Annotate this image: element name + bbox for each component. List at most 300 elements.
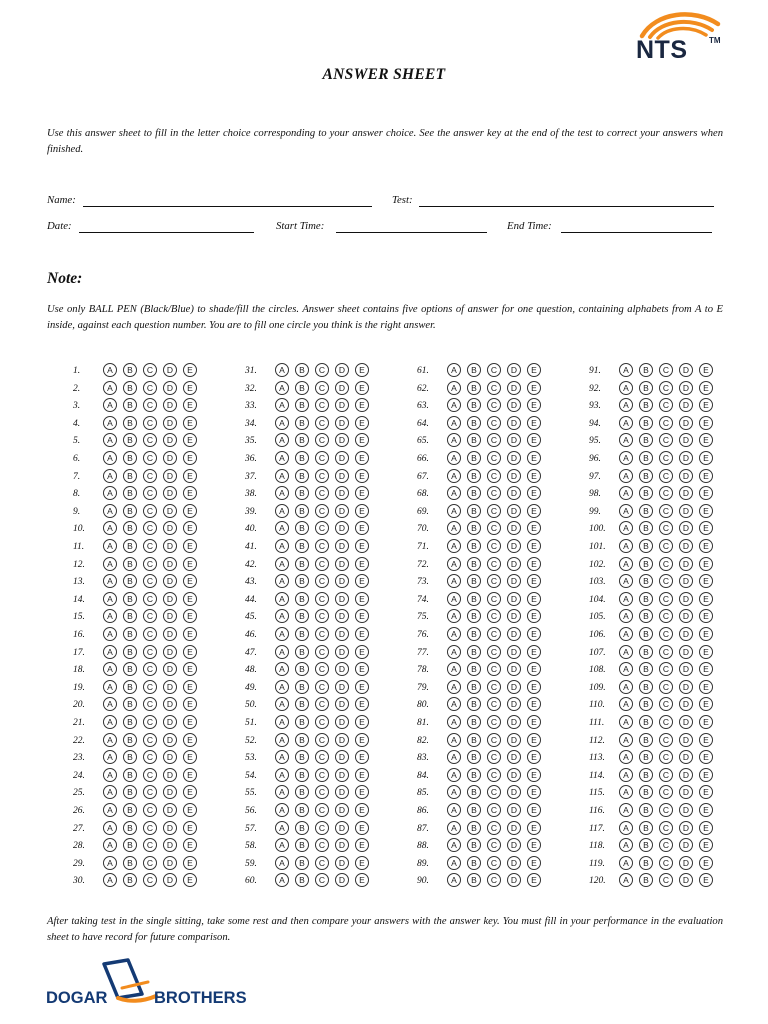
answer-bubble-e[interactable]: E bbox=[527, 504, 541, 518]
answer-bubble-c[interactable]: C bbox=[143, 609, 157, 623]
answer-bubble-e[interactable]: E bbox=[355, 416, 369, 430]
answer-bubble-e[interactable]: E bbox=[183, 574, 197, 588]
answer-bubble-d[interactable]: D bbox=[335, 873, 349, 887]
answer-bubble-e[interactable]: E bbox=[355, 486, 369, 500]
answer-bubble-d[interactable]: D bbox=[335, 416, 349, 430]
answer-bubble-d[interactable]: D bbox=[507, 381, 521, 395]
answer-bubble-d[interactable]: D bbox=[679, 715, 693, 729]
answer-bubble-c[interactable]: C bbox=[659, 803, 673, 817]
answer-bubble-c[interactable]: C bbox=[143, 557, 157, 571]
answer-bubble-e[interactable]: E bbox=[527, 856, 541, 870]
answer-bubble-e[interactable]: E bbox=[183, 539, 197, 553]
answer-bubble-d[interactable]: D bbox=[335, 504, 349, 518]
answer-bubble-a[interactable]: A bbox=[103, 521, 117, 535]
answer-bubble-b[interactable]: B bbox=[295, 486, 309, 500]
answer-bubble-e[interactable]: E bbox=[699, 486, 713, 500]
answer-bubble-b[interactable]: B bbox=[295, 662, 309, 676]
answer-bubble-d[interactable]: D bbox=[507, 662, 521, 676]
answer-bubble-c[interactable]: C bbox=[659, 821, 673, 835]
answer-bubble-c[interactable]: C bbox=[487, 645, 501, 659]
answer-bubble-e[interactable]: E bbox=[699, 451, 713, 465]
answer-bubble-d[interactable]: D bbox=[679, 680, 693, 694]
answer-bubble-b[interactable]: B bbox=[467, 838, 481, 852]
end-time-field[interactable] bbox=[561, 232, 712, 233]
answer-bubble-d[interactable]: D bbox=[679, 785, 693, 799]
answer-bubble-b[interactable]: B bbox=[295, 856, 309, 870]
answer-bubble-a[interactable]: A bbox=[103, 486, 117, 500]
answer-bubble-c[interactable]: C bbox=[315, 381, 329, 395]
answer-bubble-b[interactable]: B bbox=[123, 574, 137, 588]
answer-bubble-c[interactable]: C bbox=[315, 469, 329, 483]
answer-bubble-d[interactable]: D bbox=[679, 627, 693, 641]
answer-bubble-c[interactable]: C bbox=[143, 627, 157, 641]
answer-bubble-a[interactable]: A bbox=[275, 521, 289, 535]
answer-bubble-a[interactable]: A bbox=[447, 557, 461, 571]
answer-bubble-d[interactable]: D bbox=[163, 856, 177, 870]
answer-bubble-a[interactable]: A bbox=[447, 697, 461, 711]
answer-bubble-a[interactable]: A bbox=[447, 433, 461, 447]
answer-bubble-a[interactable]: A bbox=[619, 627, 633, 641]
answer-bubble-e[interactable]: E bbox=[699, 821, 713, 835]
answer-bubble-c[interactable]: C bbox=[315, 645, 329, 659]
answer-bubble-d[interactable]: D bbox=[507, 768, 521, 782]
answer-bubble-a[interactable]: A bbox=[103, 733, 117, 747]
answer-bubble-b[interactable]: B bbox=[639, 768, 653, 782]
answer-bubble-e[interactable]: E bbox=[527, 557, 541, 571]
answer-bubble-a[interactable]: A bbox=[275, 592, 289, 606]
answer-bubble-c[interactable]: C bbox=[487, 539, 501, 553]
answer-bubble-d[interactable]: D bbox=[507, 645, 521, 659]
answer-bubble-a[interactable]: A bbox=[103, 609, 117, 623]
answer-bubble-a[interactable]: A bbox=[103, 768, 117, 782]
answer-bubble-d[interactable]: D bbox=[507, 574, 521, 588]
answer-bubble-a[interactable]: A bbox=[447, 521, 461, 535]
answer-bubble-b[interactable]: B bbox=[639, 592, 653, 606]
answer-bubble-b[interactable]: B bbox=[639, 697, 653, 711]
answer-bubble-c[interactable]: C bbox=[143, 662, 157, 676]
answer-bubble-e[interactable]: E bbox=[699, 469, 713, 483]
answer-bubble-e[interactable]: E bbox=[355, 557, 369, 571]
answer-bubble-d[interactable]: D bbox=[335, 768, 349, 782]
answer-bubble-a[interactable]: A bbox=[447, 838, 461, 852]
answer-bubble-c[interactable]: C bbox=[659, 433, 673, 447]
answer-bubble-d[interactable]: D bbox=[163, 733, 177, 747]
answer-bubble-a[interactable]: A bbox=[619, 363, 633, 377]
answer-bubble-a[interactable]: A bbox=[275, 733, 289, 747]
answer-bubble-d[interactable]: D bbox=[163, 504, 177, 518]
answer-bubble-b[interactable]: B bbox=[295, 451, 309, 465]
answer-bubble-a[interactable]: A bbox=[447, 609, 461, 623]
answer-bubble-c[interactable]: C bbox=[487, 750, 501, 764]
answer-bubble-e[interactable]: E bbox=[355, 521, 369, 535]
answer-bubble-a[interactable]: A bbox=[447, 768, 461, 782]
answer-bubble-e[interactable]: E bbox=[527, 697, 541, 711]
answer-bubble-e[interactable]: E bbox=[355, 504, 369, 518]
answer-bubble-d[interactable]: D bbox=[679, 609, 693, 623]
answer-bubble-b[interactable]: B bbox=[639, 750, 653, 764]
answer-bubble-b[interactable]: B bbox=[639, 662, 653, 676]
answer-bubble-b[interactable]: B bbox=[467, 381, 481, 395]
answer-bubble-e[interactable]: E bbox=[527, 416, 541, 430]
answer-bubble-c[interactable]: C bbox=[487, 873, 501, 887]
answer-bubble-d[interactable]: D bbox=[163, 609, 177, 623]
answer-bubble-a[interactable]: A bbox=[275, 662, 289, 676]
answer-bubble-b[interactable]: B bbox=[467, 504, 481, 518]
answer-bubble-b[interactable]: B bbox=[295, 363, 309, 377]
answer-bubble-d[interactable]: D bbox=[507, 433, 521, 447]
answer-bubble-d[interactable]: D bbox=[679, 574, 693, 588]
answer-bubble-d[interactable]: D bbox=[163, 398, 177, 412]
answer-bubble-b[interactable]: B bbox=[467, 873, 481, 887]
answer-bubble-e[interactable]: E bbox=[355, 838, 369, 852]
answer-bubble-c[interactable]: C bbox=[487, 433, 501, 447]
answer-bubble-e[interactable]: E bbox=[355, 785, 369, 799]
answer-bubble-c[interactable]: C bbox=[487, 733, 501, 747]
answer-bubble-e[interactable]: E bbox=[699, 680, 713, 694]
answer-bubble-a[interactable]: A bbox=[275, 680, 289, 694]
answer-bubble-d[interactable]: D bbox=[335, 821, 349, 835]
answer-bubble-c[interactable]: C bbox=[487, 469, 501, 483]
answer-bubble-c[interactable]: C bbox=[315, 697, 329, 711]
answer-bubble-d[interactable]: D bbox=[679, 750, 693, 764]
answer-bubble-d[interactable]: D bbox=[163, 662, 177, 676]
answer-bubble-b[interactable]: B bbox=[295, 398, 309, 412]
answer-bubble-d[interactable]: D bbox=[163, 363, 177, 377]
answer-bubble-c[interactable]: C bbox=[487, 363, 501, 377]
answer-bubble-c[interactable]: C bbox=[143, 486, 157, 500]
answer-bubble-b[interactable]: B bbox=[123, 733, 137, 747]
answer-bubble-e[interactable]: E bbox=[183, 697, 197, 711]
answer-bubble-b[interactable]: B bbox=[123, 803, 137, 817]
answer-bubble-a[interactable]: A bbox=[275, 363, 289, 377]
answer-bubble-b[interactable]: B bbox=[123, 539, 137, 553]
answer-bubble-e[interactable]: E bbox=[355, 433, 369, 447]
answer-bubble-b[interactable]: B bbox=[467, 662, 481, 676]
answer-bubble-e[interactable]: E bbox=[355, 469, 369, 483]
answer-bubble-d[interactable]: D bbox=[163, 785, 177, 799]
answer-bubble-e[interactable]: E bbox=[699, 521, 713, 535]
answer-bubble-e[interactable]: E bbox=[183, 733, 197, 747]
answer-bubble-d[interactable]: D bbox=[679, 873, 693, 887]
answer-bubble-c[interactable]: C bbox=[315, 733, 329, 747]
answer-bubble-d[interactable]: D bbox=[163, 627, 177, 641]
answer-bubble-b[interactable]: B bbox=[467, 697, 481, 711]
answer-bubble-b[interactable]: B bbox=[467, 733, 481, 747]
answer-bubble-e[interactable]: E bbox=[355, 768, 369, 782]
answer-bubble-d[interactable]: D bbox=[163, 680, 177, 694]
answer-bubble-c[interactable]: C bbox=[659, 539, 673, 553]
answer-bubble-a[interactable]: A bbox=[447, 363, 461, 377]
answer-bubble-d[interactable]: D bbox=[163, 451, 177, 465]
answer-bubble-e[interactable]: E bbox=[355, 873, 369, 887]
answer-bubble-a[interactable]: A bbox=[447, 627, 461, 641]
answer-bubble-b[interactable]: B bbox=[467, 645, 481, 659]
answer-bubble-b[interactable]: B bbox=[639, 469, 653, 483]
answer-bubble-a[interactable]: A bbox=[447, 715, 461, 729]
answer-bubble-a[interactable]: A bbox=[447, 486, 461, 500]
answer-bubble-e[interactable]: E bbox=[527, 750, 541, 764]
answer-bubble-b[interactable]: B bbox=[123, 363, 137, 377]
answer-bubble-e[interactable]: E bbox=[527, 433, 541, 447]
answer-bubble-d[interactable]: D bbox=[163, 557, 177, 571]
answer-bubble-b[interactable]: B bbox=[467, 451, 481, 465]
answer-bubble-b[interactable]: B bbox=[467, 680, 481, 694]
answer-bubble-a[interactable]: A bbox=[619, 504, 633, 518]
answer-bubble-e[interactable]: E bbox=[183, 521, 197, 535]
answer-bubble-b[interactable]: B bbox=[639, 504, 653, 518]
answer-bubble-b[interactable]: B bbox=[295, 381, 309, 395]
answer-bubble-a[interactable]: A bbox=[275, 838, 289, 852]
answer-bubble-d[interactable]: D bbox=[335, 381, 349, 395]
answer-bubble-e[interactable]: E bbox=[527, 469, 541, 483]
answer-bubble-c[interactable]: C bbox=[487, 715, 501, 729]
answer-bubble-b[interactable]: B bbox=[639, 627, 653, 641]
answer-bubble-d[interactable]: D bbox=[679, 521, 693, 535]
answer-bubble-c[interactable]: C bbox=[143, 363, 157, 377]
answer-bubble-c[interactable]: C bbox=[659, 873, 673, 887]
answer-bubble-a[interactable]: A bbox=[275, 627, 289, 641]
answer-bubble-a[interactable]: A bbox=[275, 574, 289, 588]
answer-bubble-c[interactable]: C bbox=[143, 785, 157, 799]
answer-bubble-c[interactable]: C bbox=[315, 768, 329, 782]
answer-bubble-b[interactable]: B bbox=[123, 398, 137, 412]
answer-bubble-b[interactable]: B bbox=[639, 821, 653, 835]
answer-bubble-e[interactable]: E bbox=[355, 821, 369, 835]
answer-bubble-a[interactable]: A bbox=[103, 750, 117, 764]
answer-bubble-d[interactable]: D bbox=[335, 733, 349, 747]
answer-bubble-b[interactable]: B bbox=[467, 609, 481, 623]
answer-bubble-a[interactable]: A bbox=[619, 609, 633, 623]
answer-bubble-c[interactable]: C bbox=[143, 539, 157, 553]
answer-bubble-b[interactable]: B bbox=[295, 645, 309, 659]
answer-bubble-b[interactable]: B bbox=[123, 557, 137, 571]
answer-bubble-c[interactable]: C bbox=[487, 398, 501, 412]
answer-bubble-d[interactable]: D bbox=[507, 680, 521, 694]
answer-bubble-c[interactable]: C bbox=[659, 609, 673, 623]
answer-bubble-c[interactable]: C bbox=[143, 697, 157, 711]
answer-bubble-a[interactable]: A bbox=[619, 733, 633, 747]
answer-bubble-c[interactable]: C bbox=[487, 574, 501, 588]
answer-bubble-e[interactable]: E bbox=[183, 715, 197, 729]
answer-bubble-e[interactable]: E bbox=[183, 821, 197, 835]
answer-bubble-a[interactable]: A bbox=[447, 785, 461, 799]
answer-bubble-d[interactable]: D bbox=[163, 750, 177, 764]
answer-bubble-c[interactable]: C bbox=[143, 768, 157, 782]
answer-bubble-b[interactable]: B bbox=[123, 451, 137, 465]
answer-bubble-e[interactable]: E bbox=[355, 645, 369, 659]
answer-bubble-a[interactable]: A bbox=[619, 715, 633, 729]
answer-bubble-b[interactable]: B bbox=[123, 486, 137, 500]
answer-bubble-e[interactable]: E bbox=[183, 609, 197, 623]
answer-bubble-a[interactable]: A bbox=[103, 662, 117, 676]
answer-bubble-d[interactable]: D bbox=[163, 574, 177, 588]
answer-bubble-b[interactable]: B bbox=[467, 521, 481, 535]
answer-bubble-a[interactable]: A bbox=[103, 803, 117, 817]
answer-bubble-a[interactable]: A bbox=[103, 856, 117, 870]
answer-bubble-d[interactable]: D bbox=[507, 557, 521, 571]
answer-bubble-c[interactable]: C bbox=[315, 750, 329, 764]
answer-bubble-e[interactable]: E bbox=[527, 873, 541, 887]
answer-bubble-b[interactable]: B bbox=[467, 821, 481, 835]
answer-bubble-e[interactable]: E bbox=[699, 785, 713, 799]
answer-bubble-b[interactable]: B bbox=[639, 451, 653, 465]
answer-bubble-a[interactable]: A bbox=[103, 574, 117, 588]
answer-bubble-c[interactable]: C bbox=[659, 697, 673, 711]
answer-bubble-a[interactable]: A bbox=[619, 803, 633, 817]
answer-bubble-b[interactable]: B bbox=[295, 521, 309, 535]
answer-bubble-d[interactable]: D bbox=[335, 662, 349, 676]
answer-bubble-d[interactable]: D bbox=[679, 645, 693, 659]
answer-bubble-a[interactable]: A bbox=[619, 856, 633, 870]
answer-bubble-e[interactable]: E bbox=[699, 697, 713, 711]
answer-bubble-d[interactable]: D bbox=[335, 469, 349, 483]
answer-bubble-c[interactable]: C bbox=[143, 574, 157, 588]
answer-bubble-c[interactable]: C bbox=[315, 363, 329, 377]
answer-bubble-a[interactable]: A bbox=[619, 662, 633, 676]
answer-bubble-d[interactable]: D bbox=[335, 433, 349, 447]
answer-bubble-d[interactable]: D bbox=[507, 609, 521, 623]
answer-bubble-a[interactable]: A bbox=[275, 750, 289, 764]
answer-bubble-c[interactable]: C bbox=[143, 381, 157, 395]
answer-bubble-b[interactable]: B bbox=[467, 785, 481, 799]
answer-bubble-c[interactable]: C bbox=[315, 609, 329, 623]
answer-bubble-a[interactable]: A bbox=[619, 785, 633, 799]
answer-bubble-a[interactable]: A bbox=[447, 469, 461, 483]
answer-bubble-e[interactable]: E bbox=[527, 574, 541, 588]
answer-bubble-a[interactable]: A bbox=[619, 680, 633, 694]
answer-bubble-c[interactable]: C bbox=[315, 398, 329, 412]
answer-bubble-e[interactable]: E bbox=[527, 821, 541, 835]
answer-bubble-b[interactable]: B bbox=[639, 574, 653, 588]
answer-bubble-d[interactable]: D bbox=[507, 750, 521, 764]
answer-bubble-d[interactable]: D bbox=[335, 609, 349, 623]
answer-bubble-d[interactable]: D bbox=[507, 873, 521, 887]
answer-bubble-a[interactable]: A bbox=[103, 381, 117, 395]
answer-bubble-d[interactable]: D bbox=[507, 398, 521, 412]
answer-bubble-b[interactable]: B bbox=[639, 803, 653, 817]
answer-bubble-e[interactable]: E bbox=[183, 750, 197, 764]
answer-bubble-b[interactable]: B bbox=[123, 680, 137, 694]
answer-bubble-b[interactable]: B bbox=[295, 838, 309, 852]
answer-bubble-d[interactable]: D bbox=[163, 715, 177, 729]
answer-bubble-b[interactable]: B bbox=[123, 627, 137, 641]
answer-bubble-b[interactable]: B bbox=[123, 433, 137, 447]
answer-bubble-a[interactable]: A bbox=[275, 873, 289, 887]
date-field[interactable] bbox=[79, 232, 254, 233]
answer-bubble-c[interactable]: C bbox=[315, 715, 329, 729]
answer-bubble-a[interactable]: A bbox=[619, 381, 633, 395]
answer-bubble-e[interactable]: E bbox=[183, 557, 197, 571]
answer-bubble-e[interactable]: E bbox=[527, 539, 541, 553]
answer-bubble-e[interactable]: E bbox=[183, 469, 197, 483]
answer-bubble-c[interactable]: C bbox=[659, 662, 673, 676]
answer-bubble-d[interactable]: D bbox=[507, 838, 521, 852]
answer-bubble-c[interactable]: C bbox=[487, 838, 501, 852]
answer-bubble-e[interactable]: E bbox=[699, 557, 713, 571]
answer-bubble-b[interactable]: B bbox=[639, 416, 653, 430]
answer-bubble-a[interactable]: A bbox=[275, 381, 289, 395]
answer-bubble-d[interactable]: D bbox=[679, 733, 693, 747]
answer-bubble-a[interactable]: A bbox=[447, 539, 461, 553]
answer-bubble-e[interactable]: E bbox=[183, 627, 197, 641]
answer-bubble-b[interactable]: B bbox=[467, 856, 481, 870]
answer-bubble-b[interactable]: B bbox=[295, 557, 309, 571]
answer-bubble-d[interactable]: D bbox=[335, 680, 349, 694]
answer-bubble-c[interactable]: C bbox=[659, 398, 673, 412]
answer-bubble-d[interactable]: D bbox=[679, 539, 693, 553]
answer-bubble-d[interactable]: D bbox=[679, 838, 693, 852]
answer-bubble-e[interactable]: E bbox=[183, 592, 197, 606]
answer-bubble-e[interactable]: E bbox=[699, 838, 713, 852]
answer-bubble-b[interactable]: B bbox=[295, 416, 309, 430]
answer-bubble-c[interactable]: C bbox=[315, 662, 329, 676]
answer-bubble-d[interactable]: D bbox=[507, 803, 521, 817]
answer-bubble-c[interactable]: C bbox=[315, 486, 329, 500]
answer-bubble-d[interactable]: D bbox=[335, 715, 349, 729]
answer-bubble-e[interactable]: E bbox=[183, 363, 197, 377]
answer-bubble-d[interactable]: D bbox=[507, 733, 521, 747]
answer-bubble-c[interactable]: C bbox=[143, 733, 157, 747]
answer-bubble-d[interactable]: D bbox=[507, 469, 521, 483]
answer-bubble-c[interactable]: C bbox=[659, 645, 673, 659]
answer-bubble-d[interactable]: D bbox=[507, 416, 521, 430]
answer-bubble-d[interactable]: D bbox=[507, 451, 521, 465]
answer-bubble-c[interactable]: C bbox=[487, 592, 501, 606]
answer-bubble-a[interactable]: A bbox=[103, 715, 117, 729]
answer-bubble-d[interactable]: D bbox=[507, 521, 521, 535]
answer-bubble-c[interactable]: C bbox=[659, 416, 673, 430]
answer-bubble-a[interactable]: A bbox=[103, 398, 117, 412]
answer-bubble-b[interactable]: B bbox=[639, 609, 653, 623]
answer-bubble-a[interactable]: A bbox=[619, 592, 633, 606]
answer-bubble-a[interactable]: A bbox=[103, 873, 117, 887]
answer-bubble-d[interactable]: D bbox=[679, 416, 693, 430]
answer-bubble-a[interactable]: A bbox=[447, 821, 461, 835]
answer-bubble-e[interactable]: E bbox=[355, 715, 369, 729]
answer-bubble-c[interactable]: C bbox=[659, 363, 673, 377]
answer-bubble-d[interactable]: D bbox=[335, 574, 349, 588]
answer-bubble-b[interactable]: B bbox=[123, 821, 137, 835]
answer-bubble-e[interactable]: E bbox=[527, 363, 541, 377]
answer-bubble-d[interactable]: D bbox=[507, 592, 521, 606]
answer-bubble-a[interactable]: A bbox=[619, 697, 633, 711]
answer-bubble-b[interactable]: B bbox=[639, 873, 653, 887]
answer-bubble-c[interactable]: C bbox=[487, 416, 501, 430]
answer-bubble-b[interactable]: B bbox=[295, 733, 309, 747]
answer-bubble-b[interactable]: B bbox=[467, 627, 481, 641]
answer-bubble-e[interactable]: E bbox=[183, 803, 197, 817]
answer-bubble-c[interactable]: C bbox=[659, 521, 673, 535]
answer-bubble-c[interactable]: C bbox=[315, 785, 329, 799]
answer-bubble-e[interactable]: E bbox=[355, 750, 369, 764]
answer-bubble-d[interactable]: D bbox=[163, 645, 177, 659]
answer-bubble-d[interactable]: D bbox=[507, 715, 521, 729]
answer-bubble-a[interactable]: A bbox=[619, 521, 633, 535]
answer-bubble-b[interactable]: B bbox=[123, 697, 137, 711]
answer-bubble-d[interactable]: D bbox=[163, 433, 177, 447]
answer-bubble-b[interactable]: B bbox=[295, 803, 309, 817]
answer-bubble-d[interactable]: D bbox=[679, 451, 693, 465]
answer-bubble-a[interactable]: A bbox=[275, 557, 289, 571]
answer-bubble-c[interactable]: C bbox=[315, 680, 329, 694]
answer-bubble-b[interactable]: B bbox=[467, 539, 481, 553]
answer-bubble-d[interactable]: D bbox=[163, 416, 177, 430]
answer-bubble-b[interactable]: B bbox=[639, 521, 653, 535]
answer-bubble-c[interactable]: C bbox=[143, 856, 157, 870]
answer-bubble-e[interactable]: E bbox=[699, 398, 713, 412]
answer-bubble-c[interactable]: C bbox=[315, 856, 329, 870]
answer-bubble-e[interactable]: E bbox=[699, 856, 713, 870]
